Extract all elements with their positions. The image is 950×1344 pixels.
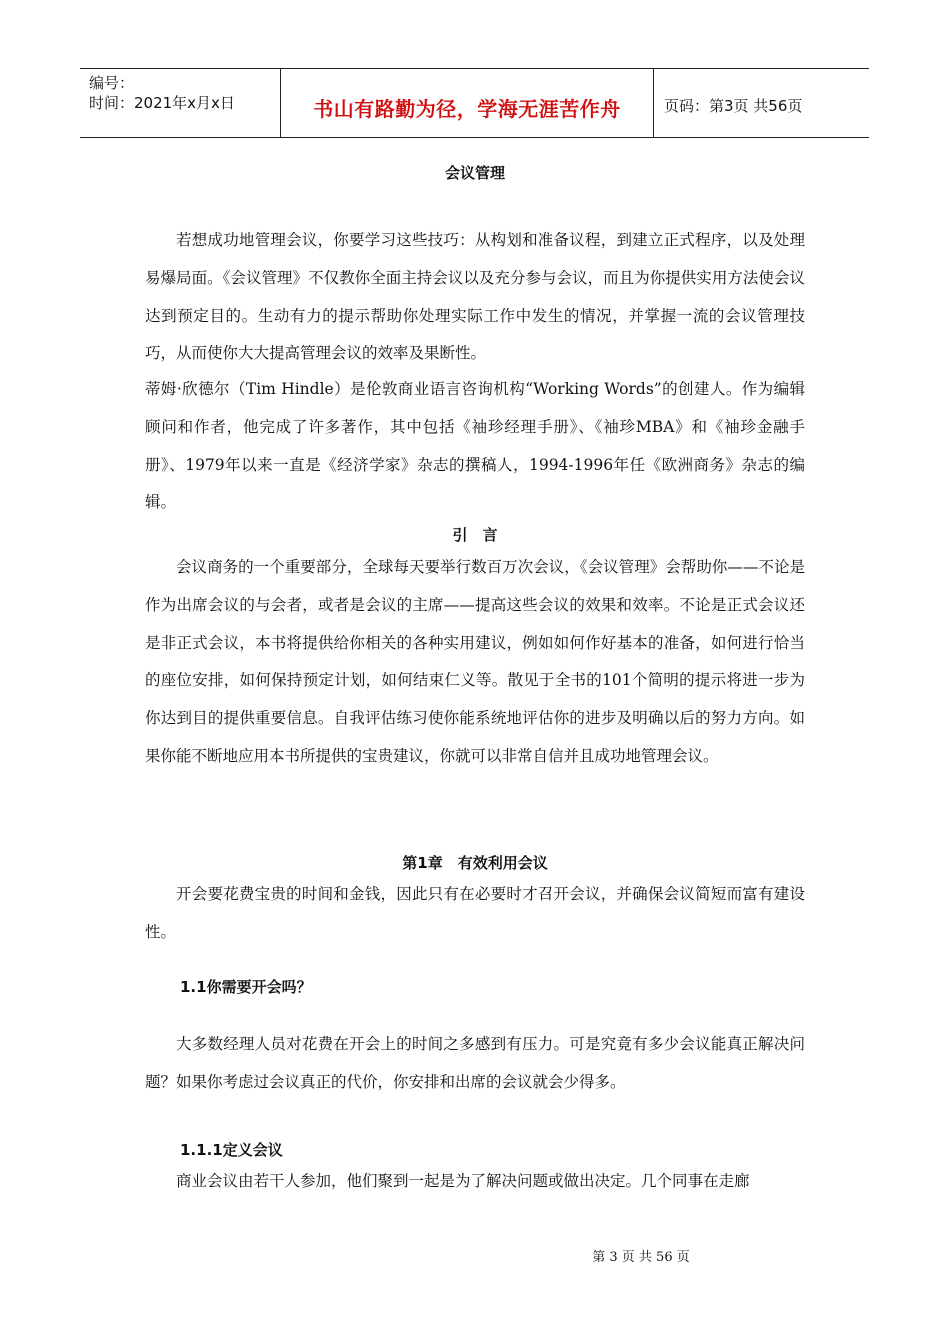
preface-heading: 引 言 (452, 526, 498, 544)
motto: 书山有路勤为径，学海无涯苦作舟 (313, 97, 621, 121)
chapter-paragraph: 开会要花费宝贵的时间和金钱，因此只有在必要时才召开会议，并确保会议简短而富有建设性。 (145, 885, 805, 941)
number-label: 编号： (89, 74, 135, 92)
intro-paragraph: 若想成功地管理会议，你要学习这些技巧：从构划和准备议程，到建立正式程序，以及处理易爆局面。《会议管理》不仅教你全面主持会议以及充分参与会议，而且为你提供实用方法使会议达到预定目的。生动有力的提示帮助你处理实际工作中发生的情况，并掌握一流的会议管理技巧，从而使你大大提高管理会议的效率及果断性。 (145, 231, 805, 363)
header-table (80, 68, 869, 138)
page-label: 页码：第3页 共56页 (664, 97, 803, 115)
date-label: 时间：2021年x月x日 (89, 94, 235, 112)
section-paragraph: 大多数经理人员对花费在开会上的时间之多感到有压力。可是究竟有多少会议能真正解决问题？如果你考虑过会议真正的代价，你安排和出席的会议就会少得多。 (145, 1035, 805, 1091)
section-heading: 1.1你需要开会吗？ (180, 978, 312, 996)
subsection-paragraph: 商业会议由若干人参加，他们聚到一起是为了解决问题或做出决定。几个同事在走廊 (176, 1172, 750, 1190)
subsection-heading: 1.1.1定义会议 (180, 1141, 283, 1159)
header-motto-cell (281, 69, 654, 137)
chapter-heading: 第1章 有效利用会议 (402, 854, 548, 872)
page-footer: 第 3 页 共 56 页 (592, 1250, 690, 1265)
preface-paragraph: 会议商务的一个重要部分，全球每天要举行数百万次会议，《会议管理》会帮助你——不论是作为出席会议的与会者，或者是会议的主席——提高这些会议的效果和效率。不论是正式会议还是非正式会议，本书将提供给你相关的各种实用建议，例如如何作好基本的准备，如何进行恰当的座位安排，如何保持预定计划，如何结束仁义等。散见于全书的101个简明的提示将进一步为你达到目的提供重要信息。自我评估练习使你能系统地评估你的进步及明确以后的努力方向。如果你能不断地应用本书所提供的宝贵建议，你就可以非常自信并且成功地管理会议。 (145, 558, 805, 765)
document-title: 会议管理 (444, 164, 505, 182)
author-paragraph: 蒂姆·欣德尔（Tim Hindle）是伦敦商业语言咨询机构“Working Words”的创建人。作为编辑顾问和作者，他完成了许多著作，其中包括《袖珍经理手册》、《袖珍MBA》和《袖珍金融手册》、1979年以来一直是《经济学家》杂志的撰稿人，1994-1996年任《欧洲商务》杂志的编辑。 (145, 380, 805, 512)
header-page-cell (654, 69, 869, 137)
header-meta-cell (80, 69, 281, 137)
